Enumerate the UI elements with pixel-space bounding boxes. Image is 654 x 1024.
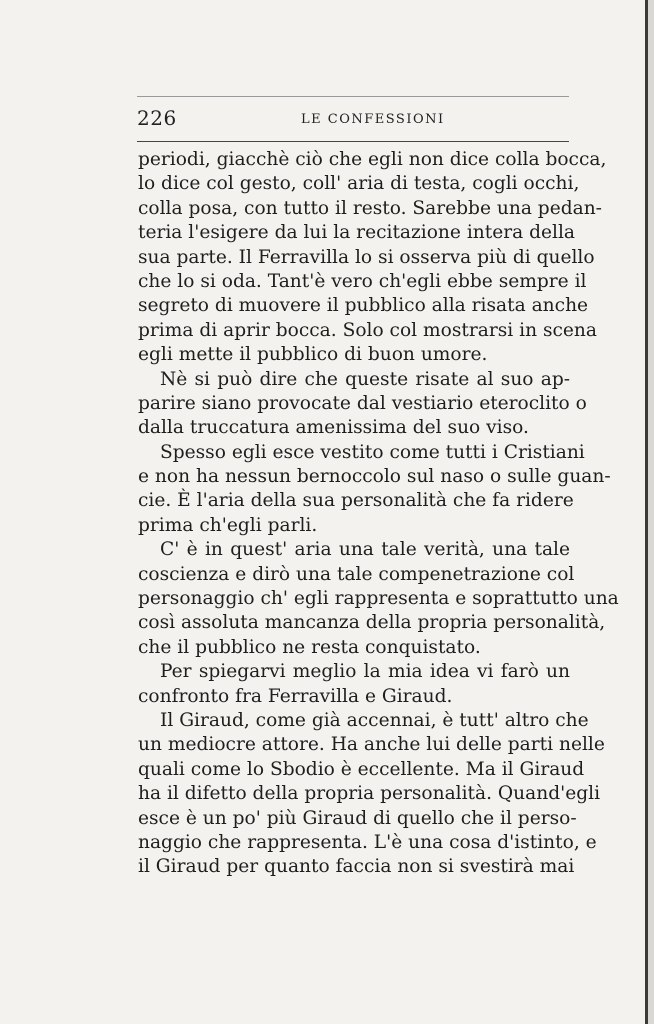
text-line: confronto fra Ferravilla e Giraud. <box>138 685 453 707</box>
text-line: prima ch'egli parli. <box>138 514 318 536</box>
text-line: periodi, giacchè ciò che egli non dice colla bocca, <box>138 149 607 170</box>
text-line: C' è in quest' aria una tale verità, una tale <box>160 539 570 561</box>
text-line: ha il difetto della propria personalità. Quand'egli <box>138 783 601 805</box>
page-header <box>137 96 569 142</box>
text-line: teria l'esigere da lui la recitazione intera della <box>138 222 575 244</box>
text-line: un mediocre attore. Ha anche lui delle parti nelle <box>138 734 605 756</box>
text-line: così assoluta mancanza della propria personalità, <box>138 612 606 634</box>
running-head: LE CONFESSIONI <box>301 112 445 127</box>
page-number: 226 <box>137 106 177 130</box>
text-line: parire siano provocate dal vestiario eteroclito o <box>138 392 587 414</box>
text-line: coscienza e dirò una tale compenetrazione col <box>138 563 575 585</box>
text-line: Nè si può dire che queste risate al suo ap- <box>160 368 570 390</box>
text-line: colla posa, con tutto il resto. Sarebbe una pedan- <box>138 197 602 219</box>
text-line: naggio che rappresenta. L'è una cosa d'istinto, e <box>138 831 597 853</box>
page-edge-line <box>645 0 648 1024</box>
page-edge-shadow <box>648 0 654 1024</box>
text-line: dalla truccatura amenissima del suo viso. <box>138 417 529 439</box>
text-line: lo dice col gesto, coll' aria di testa, cogli occhi, <box>138 173 580 195</box>
text-line: Spesso egli esce vestito come tutti i Cristiani <box>160 441 585 463</box>
text-line: segreto di muovere il pubblico alla risata anche <box>138 295 589 317</box>
text-line: Per spiegarvi meglio la mia idea vi farò un <box>160 661 570 683</box>
text-line: che lo si oda. Tant'è vero ch'egli ebbe sempre il <box>138 270 587 292</box>
text-line: cie. È l'aria della sua personalità che fa ridere <box>138 490 574 512</box>
text-line: che il pubblico ne resta conquistato. <box>138 636 481 658</box>
text-line: personaggio ch' egli rappresenta e soprattutto una <box>138 588 619 610</box>
text-line: egli mette il pubblico di buon umore. <box>138 344 488 366</box>
text-line: esce è un po' più Giraud di quello che il perso- <box>138 807 577 829</box>
text-line: Il Giraud, come già accennai, è tutt' altro che <box>160 709 589 731</box>
text-line: e non ha nessun bernoccolo sul naso o sulle guan- <box>138 466 611 488</box>
body-text <box>138 148 619 880</box>
text-line: prima di aprir bocca. Solo col mostrarsi in scena <box>138 319 597 341</box>
text-line: quali come lo Sbodio è eccellente. Ma il Giraud <box>138 758 585 780</box>
text-line: sua parte. Il Ferravilla lo si osserva più di quello <box>138 246 595 268</box>
text-line: il Giraud per quanto faccia non si svestirà mai <box>138 856 575 878</box>
